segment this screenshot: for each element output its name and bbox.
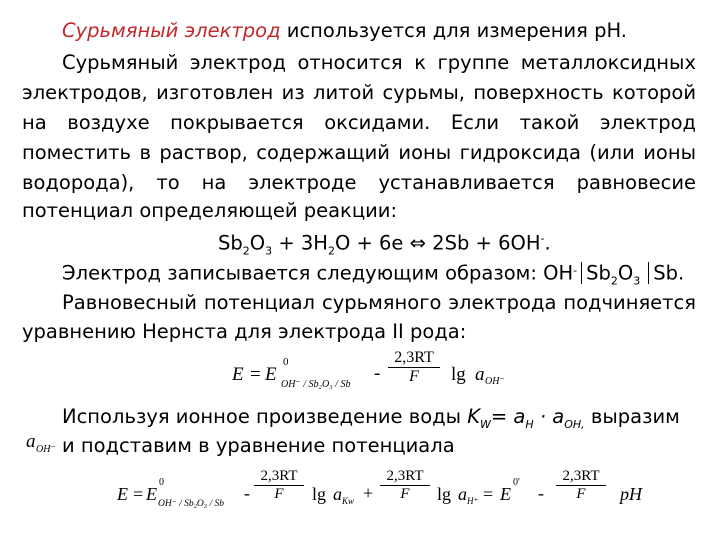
phase-boundary [581,262,582,284]
reaction-equation: $Sb_2O_3 + 3H_2O + 6e$ ⇔ 2Sb + 6OH-. [218,231,551,258]
line-5: поместить в раствор, содержащий ионы гидроксида (или ионы [22,141,696,164]
fraction: 2,3RT F [388,349,440,386]
line-1-text: используется для измерения pH. [280,19,627,42]
term-antimony-electrode: Сурьмяный электрод [62,19,281,42]
phase-boundary [648,262,649,284]
line-13: и подставим в уравнение потенциала [62,434,455,457]
line-4: на воздухе покрывается оксидами. Если такой электрод [22,111,696,134]
line-1 [62,18,627,44]
line-11: уравнению Нернста для электрода II рода: [22,320,467,343]
fraction: 2,3RT F [556,468,606,503]
line-6: водорода), то на электроде устанавливается равновесие [22,171,696,194]
equilibrium-arrow-icon: ⇔ [409,231,426,255]
line-12: Используя ионное произведение воды $K_W= a_H \cdot a_{OH,}$ выразим [62,405,680,431]
line-9: Электрод записывается следующим образом: OH- $Sb_2O_3$ Sb. [62,261,685,288]
line-10: Равновесный потенциал сурьмяного электрода подчиняется [62,291,696,314]
line-2: Сурьмяный электрод относится к группе металлоксидных [62,51,696,74]
line-3: электродов, изготовлен из литой сурьмы, поверхность которой [22,81,696,104]
slide: Сурьмяный электрод используется для измерения pH. Сурьмяный электрод относится к группе металлоксидных электродов, изготовлен из литой сурьмы, поверхность которой на воздухе покрывается оксидами. Если такой электрод поместить в раствор, содержащий ионы гидроксида (или ионы водорода), то на электроде устанавливается равновесие потенциал определяющей реакции: $Sb_2O_3 + 3H_2O + 6e$ ⇔ 2Sb + 6OH-. Электрод записывается следующим образом: OH- $Sb_2O_3$ Sb. Равновесный потенциал сурьмяного электрода подчиняется уравнению Нернста для электрода II рода: E = E 0 OH⁻ / Sb₂O₃ / Sb - 2,3RT F lg a OH⁻ Используя ионное произведение воды $K_W= a_H \cdot a_{OH,}$ выразим a OH⁻ и подставим в уравнение потенциала E = E 0 OH⁻ / Sb₂O₃ / Sb - 2,3RT F lg a Kw + 2,3RT F lg a H⁺ = E 0' - 2,3RT F pH [22,19,696,509]
line-7: потенциал определяющей реакции: [22,199,398,222]
fraction: 2,3RT F [380,468,430,503]
activity-oh: a [26,431,36,452]
fraction: 2,3RT F [254,468,304,503]
